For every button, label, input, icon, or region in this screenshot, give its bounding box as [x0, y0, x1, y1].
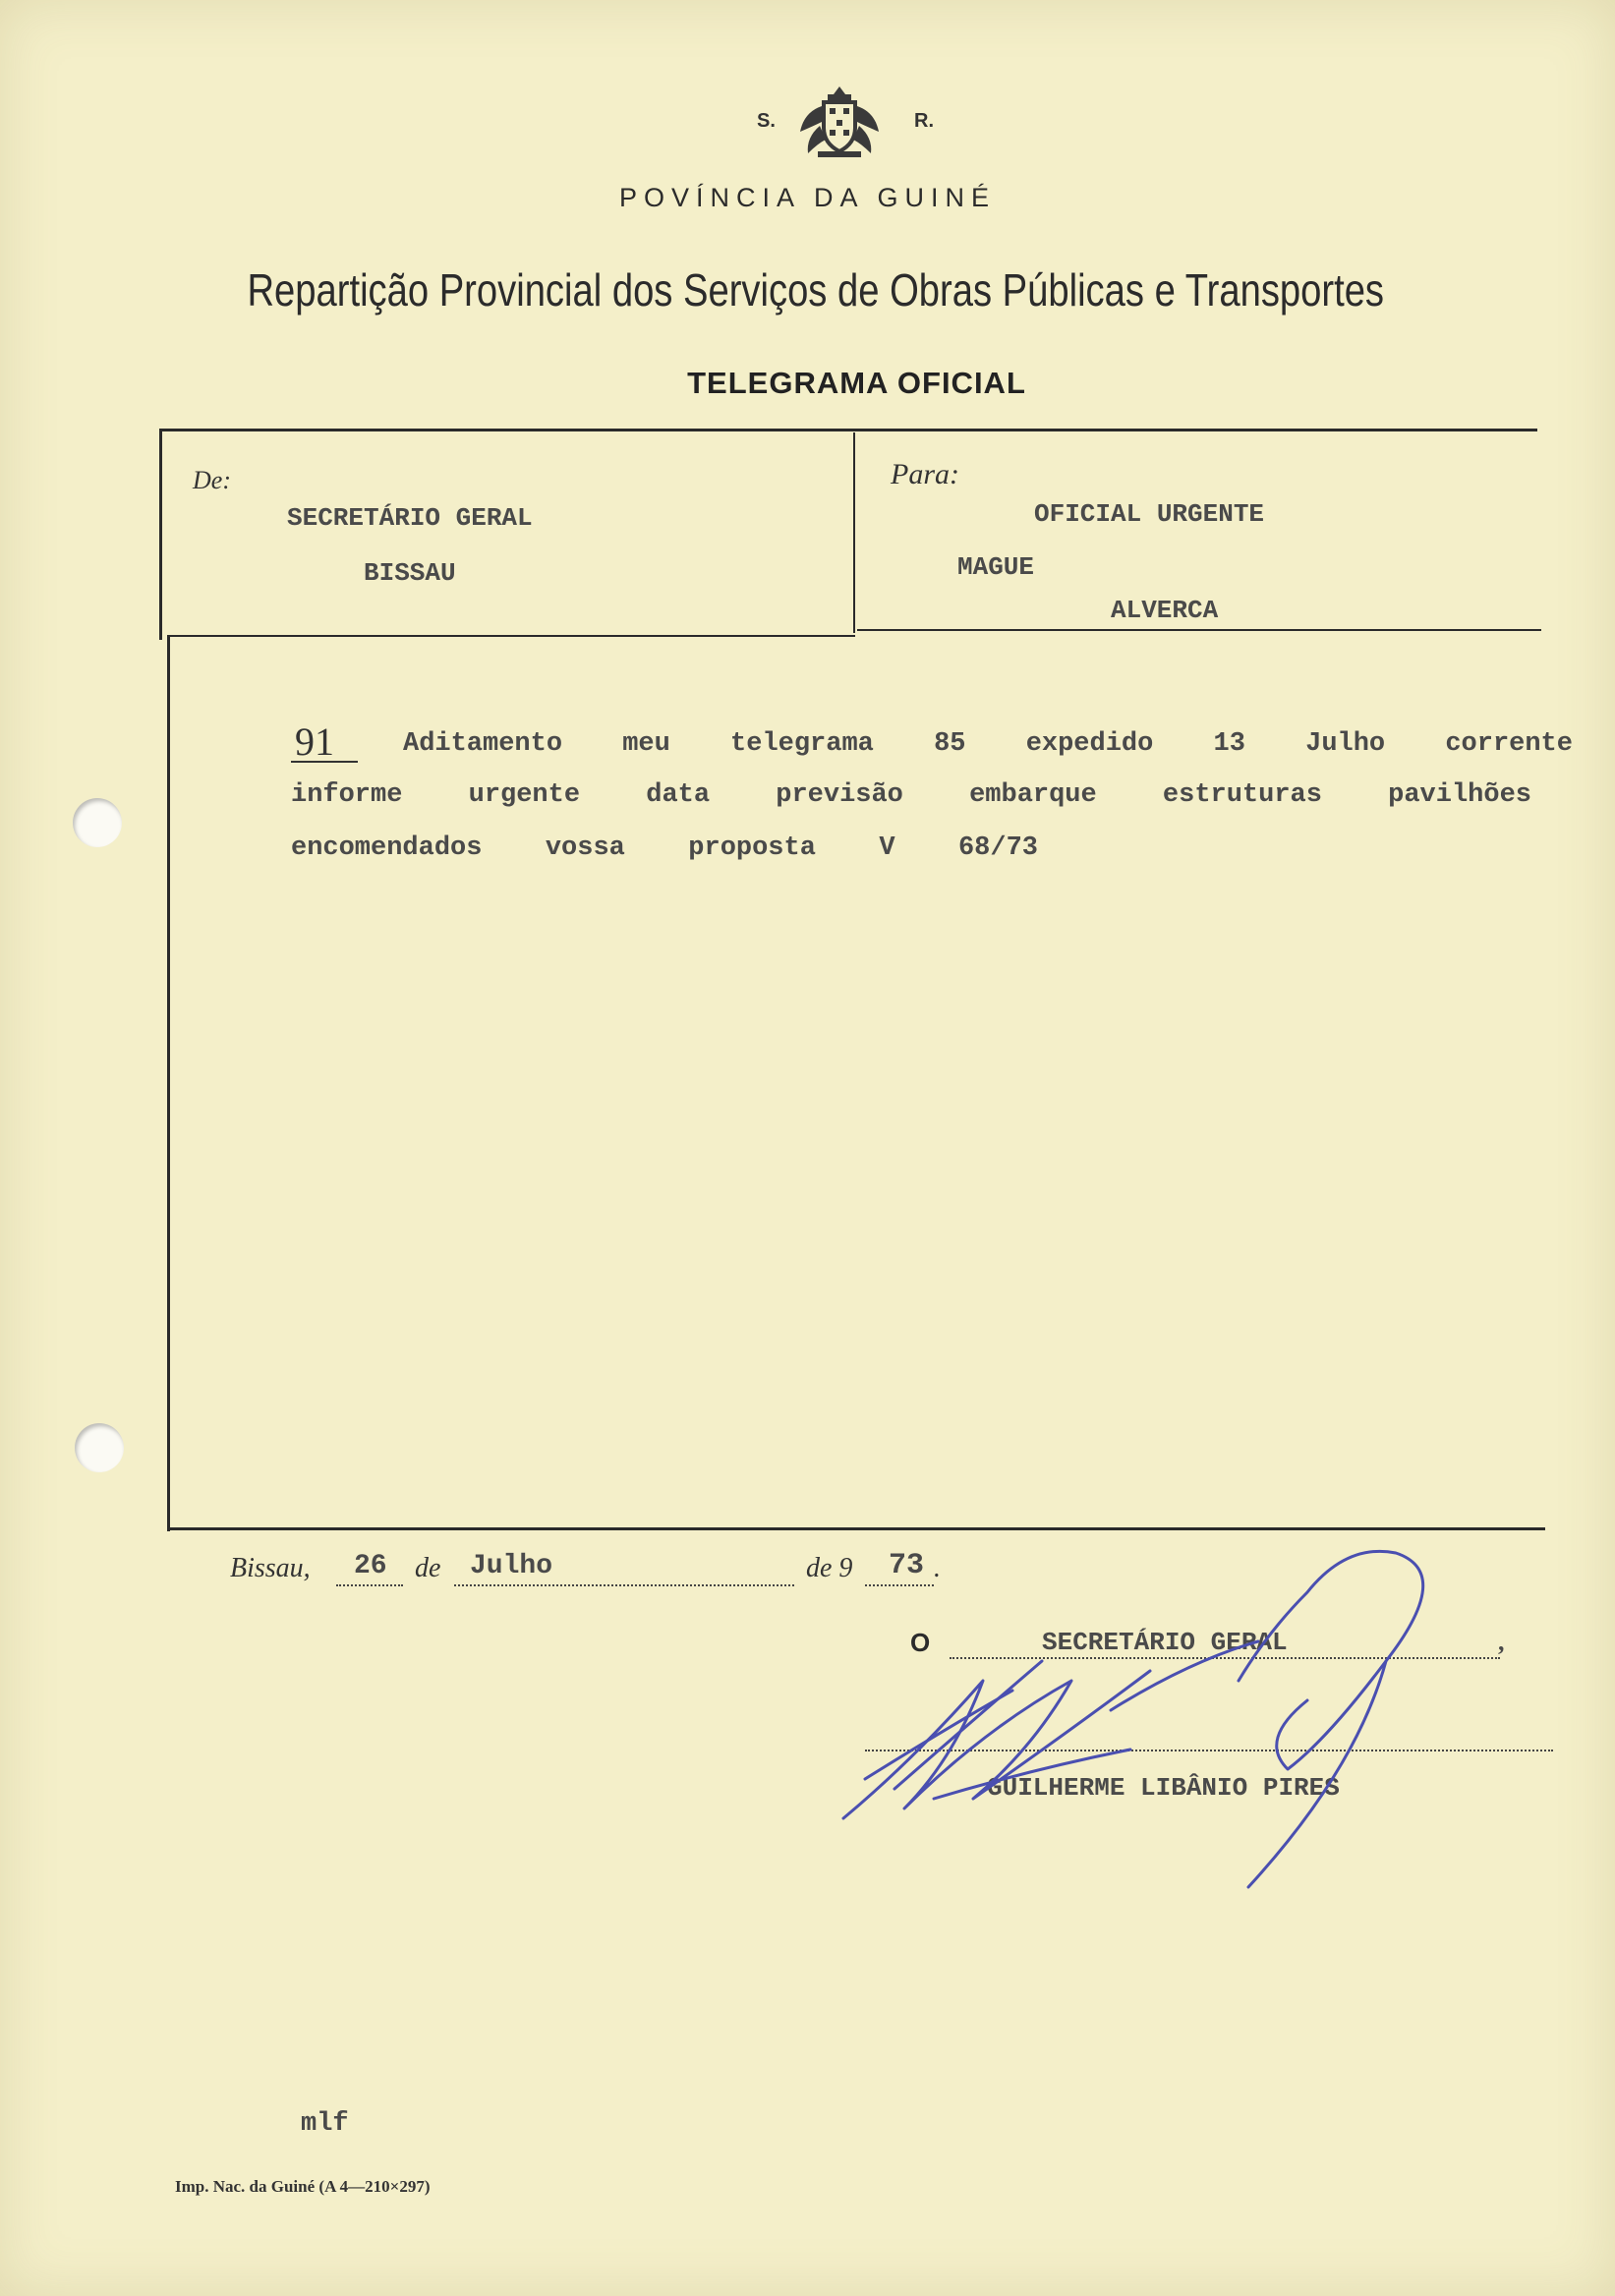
message-word: V [879, 833, 895, 863]
message-word: Julho [1305, 729, 1386, 759]
to-line-3: ALVERCA [1111, 596, 1219, 625]
message-line-2 [291, 780, 1531, 810]
punch-hole [73, 798, 122, 847]
to-line-1: OFICIAL URGENTE [1034, 499, 1265, 529]
from-line-1: SECRETÁRIO GERAL [287, 503, 533, 533]
date-day: 26 [354, 1551, 387, 1581]
message-word: telegrama [730, 729, 874, 759]
from-bottom-rule [167, 635, 855, 637]
message-word: Aditamento [403, 729, 563, 759]
handwritten-signature [836, 1533, 1504, 1907]
message-line-3 [291, 833, 1038, 863]
month-dotted-line [454, 1584, 794, 1586]
frame-top-rule [159, 429, 1537, 431]
day-dotted-line [336, 1584, 403, 1586]
frame-left-rule [159, 429, 162, 640]
header-right-mark: R. [914, 110, 934, 132]
date-de-2: de 9 [806, 1553, 853, 1583]
signatory-name: GUILHERME LIBÂNIO PIRES [987, 1773, 1340, 1803]
date-end: . [934, 1553, 941, 1583]
title-dotted-line [950, 1657, 1500, 1659]
signatory-title: SECRETÁRIO GERAL [1042, 1628, 1288, 1657]
message-word: estruturas [1162, 780, 1322, 810]
date-de-1: de [415, 1553, 441, 1583]
message-word: 85 [934, 729, 966, 759]
body-bottom-rule [169, 1527, 1545, 1530]
message-word: pavilhões [1388, 780, 1531, 810]
department-heading: Repartição Provincial dos Serviços de Obras Públicas e Transportes [247, 264, 1385, 316]
punch-hole [75, 1423, 124, 1472]
message-line-1 [403, 729, 1573, 759]
name-dotted-line [865, 1750, 1553, 1751]
printer-imprint: Imp. Nac. da Guiné (A 4—210×297) [175, 2177, 431, 2196]
frame-divider [853, 432, 855, 633]
to-label: Para: [891, 458, 959, 490]
year-dotted-line [865, 1584, 934, 1586]
message-word: 68/73 [957, 833, 1038, 863]
to-line-2: MAGUE [957, 552, 1035, 582]
message-word: informe [291, 780, 403, 810]
date-month: Julho [470, 1551, 553, 1581]
form-title: TELEGRAMA OFICIAL [687, 366, 1026, 400]
to-bottom-rule [857, 629, 1541, 631]
typist-initials: mlf [301, 2109, 349, 2139]
message-word: proposta [688, 833, 816, 863]
date-year: 73 [889, 1549, 925, 1582]
date-place: Bissau, [230, 1553, 311, 1583]
from-label: De: [193, 466, 231, 494]
message-word: 13 [1213, 729, 1245, 759]
province-heading: POVÍNCIA DA GUINÉ [618, 183, 997, 212]
message-word: meu [622, 729, 670, 759]
message-word: vossa [545, 833, 625, 863]
body-left-rule [167, 635, 170, 1531]
message-word: embarque [969, 780, 1097, 810]
message-word: urgente [468, 780, 581, 810]
message-word: data [646, 780, 711, 810]
message-word: previsão [776, 780, 903, 810]
title-trailing-comma: , [1498, 1628, 1505, 1656]
message-number: 91 [291, 723, 358, 763]
from-line-2: BISSAU [364, 558, 456, 588]
message-word: encomendados [291, 833, 483, 863]
message-word: expedido [1025, 729, 1154, 759]
coat-of-arms-icon [794, 83, 885, 161]
header-left-mark: S. [757, 110, 776, 132]
message-word: corrente [1445, 729, 1573, 759]
signature-article: O [910, 1628, 931, 1657]
